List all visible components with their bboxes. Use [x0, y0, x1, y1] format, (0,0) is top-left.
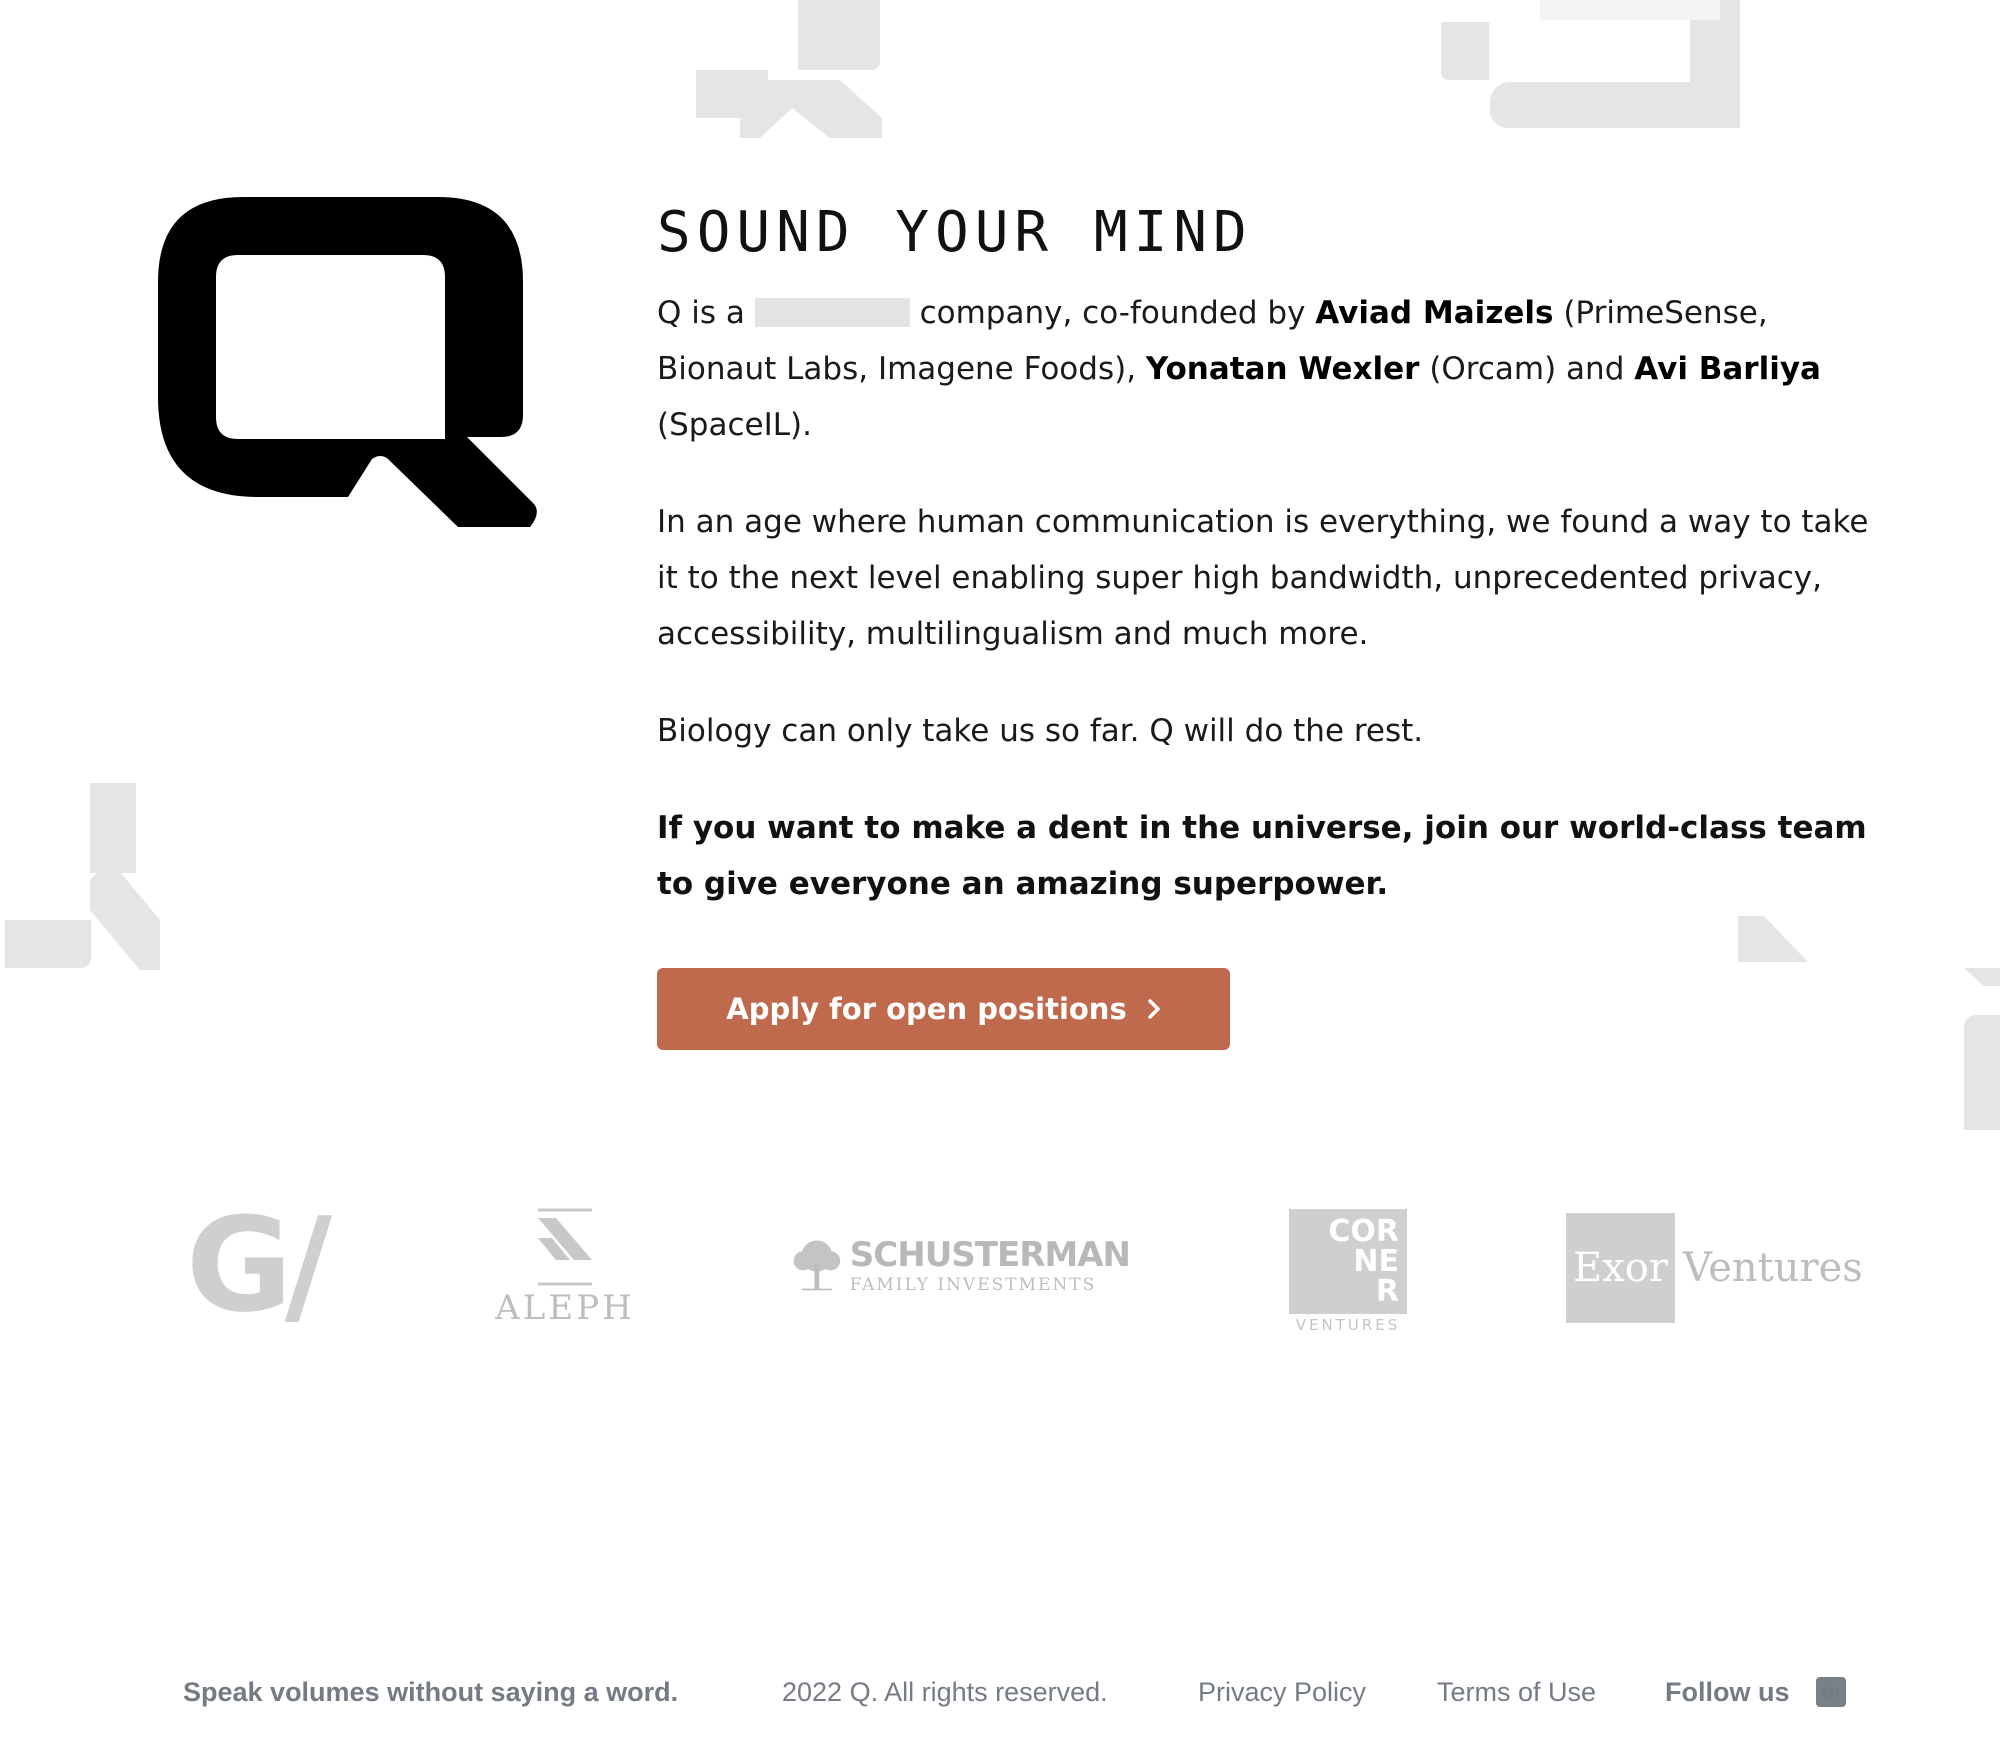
linkedin-icon[interactable]: in	[1816, 1677, 1846, 1707]
founder-orgs: (SpaceIL).	[657, 407, 812, 443]
footer-tagline: Speak volumes without saying a word.	[183, 1677, 679, 1707]
corner-line: COR	[1328, 1213, 1399, 1249]
gv-logo-text: G/	[185, 1189, 325, 1341]
founder-name: Aviad Maizels	[1315, 295, 1554, 331]
redacted-block	[755, 298, 910, 327]
corner-box	[1289, 1209, 1407, 1314]
exor-ventures-logo	[1566, 1213, 1866, 1323]
investor-logos	[0, 1189, 2000, 1341]
footer-copyright: 2022 Q. All rights reserved.	[782, 1677, 1108, 1707]
privacy-policy-link[interactable]: Privacy Policy	[1198, 1677, 1367, 1707]
exor-ventures-text: Ventures	[1683, 1245, 1863, 1291]
q-logo	[158, 197, 544, 530]
founder-orgs: (PrimeSense, Bionaut Labs, Imagene Foods),	[657, 295, 1768, 387]
chevron-right-icon	[1147, 998, 1161, 1020]
exor-box	[1566, 1213, 1675, 1323]
intro-paragraph	[657, 285, 1872, 453]
join-paragraph: If you want to make a dent in the universe, join our world-class team to give everyone an amazing superpower.	[657, 810, 1867, 902]
mission-paragraph: In an age where human communication is everything, we found a way to take it to the next level enabling super high bandwidth, unprecedented privacy, accessibility, multilingualism and much more.	[657, 504, 1869, 652]
apply-button[interactable]	[657, 968, 1230, 1050]
aleph-mark-icon	[530, 1208, 600, 1286]
decor-shape	[5, 920, 91, 968]
terms-of-use-link[interactable]: Terms of Use	[1437, 1677, 1597, 1707]
follow-us-label: Follow us	[1665, 1677, 1790, 1707]
decor-shape	[740, 80, 882, 138]
founder-name: Avi Barliya	[1634, 351, 1821, 387]
schusterman-logo	[790, 1220, 1130, 1310]
corner-ventures-logo	[1288, 1209, 1408, 1334]
intro-mid: company, co-founded by	[919, 295, 1306, 331]
decor-shape	[1441, 22, 1489, 80]
tree-icon	[790, 1222, 844, 1308]
corner-line: NE	[1353, 1243, 1399, 1279]
intro-lead: Q is a	[657, 295, 745, 331]
decor-shape	[1490, 82, 1690, 128]
apply-button-label: Apply for open positions	[726, 992, 1127, 1026]
exor-box-text: Exor	[1573, 1245, 1668, 1291]
biology-paragraph: Biology can only take us so far. Q will do the rest.	[657, 713, 1424, 749]
schusterman-logo-subtext: FAMILY INVESTMENTS	[849, 1275, 1097, 1295]
aleph-logo	[490, 1200, 640, 1335]
decor-shape	[90, 860, 160, 970]
gv-logo	[160, 1189, 350, 1341]
decor-shape	[798, 0, 880, 70]
hero-content	[657, 200, 1872, 1050]
corner-line: R	[1375, 1273, 1399, 1309]
founder-orgs: (Orcam) and	[1429, 351, 1625, 387]
decor-shape	[1964, 1015, 2000, 1130]
founder-name: Yonatan Wexler	[1145, 351, 1420, 387]
page-title: SOUND YOUR MIND	[657, 200, 1253, 265]
aleph-logo-text: ALEPH	[495, 1287, 635, 1328]
corner-ventures-subtext: VENTURES	[1295, 1316, 1401, 1334]
schusterman-logo-text: SCHUSTERMAN	[849, 1235, 1130, 1275]
decor-shape	[1964, 968, 2000, 1014]
decor-shape	[1540, 0, 1720, 20]
